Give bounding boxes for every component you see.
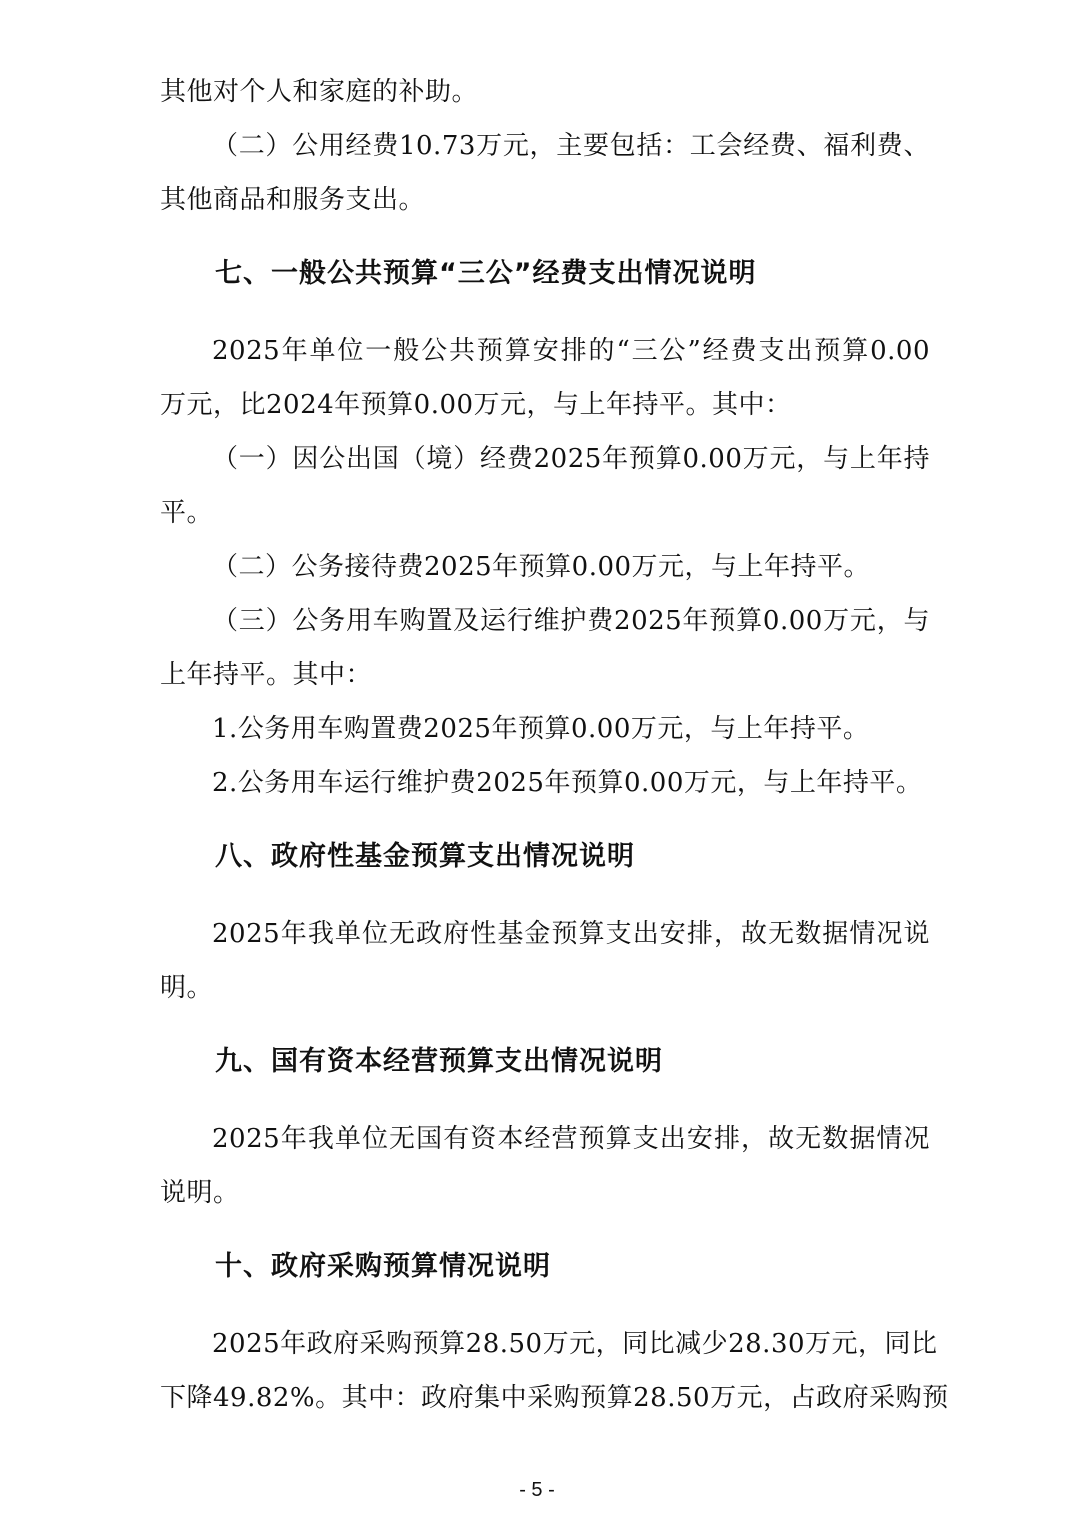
paragraph-line: 其他对个人和家庭的补助。 [160, 77, 479, 107]
paragraph-line: 明。 [160, 973, 214, 1003]
paragraph-line: （二）公务接待费2025年预算0.00万元，与上年持平。 [212, 552, 871, 582]
paragraph-line: （三）公务用车购置及运行维护费2025年预算0.00万元，与 [212, 606, 930, 636]
page-number: - 5 - [519, 1479, 555, 1501]
paragraph-line: 1.公务用车购置费2025年预算0.00万元，与上年持平。 [212, 714, 870, 744]
paragraph-line: 说明。 [160, 1178, 240, 1208]
paragraph-line: 下降49.82%。其中：政府集中采购预算28.50万元，占政府采购预 [160, 1383, 949, 1413]
paragraph-line: 2.公务用车运行维护费2025年预算0.00万元，与上年持平。 [212, 768, 923, 798]
paragraph-line: 上年持平。其中： [160, 660, 373, 690]
paragraph-line: 万元，比2024年预算0.00万元，与上年持平。其中： [160, 390, 792, 420]
paragraph-line: 其他商品和服务支出。 [160, 185, 426, 215]
paragraph-line: 2025年单位一般公共预算安排的“三公”经费支出预算0.00 [212, 336, 930, 366]
section-heading-8: 八、政府性基金预算支出情况说明 [215, 841, 635, 872]
section-heading-9: 九、国有资本经营预算支出情况说明 [215, 1046, 663, 1077]
paragraph-line: 2025年政府采购预算28.50万元，同比减少28.30万元，同比 [212, 1329, 938, 1359]
paragraph-line: （一）因公出国（境）经费2025年预算0.00万元，与上年持 [212, 444, 930, 474]
section-heading-10: 十、政府采购预算情况说明 [215, 1251, 551, 1282]
paragraph-line: 平。 [160, 498, 214, 528]
section-heading-7: 七、一般公共预算“三公”经费支出情况说明 [215, 258, 757, 289]
paragraph-line: 2025年我单位无政府性基金预算支出安排，故无数据情况说 [212, 919, 930, 949]
paragraph-line: （二）公用经费10.73万元，主要包括：工会经费、福利费、 [212, 131, 930, 161]
paragraph-line: 2025年我单位无国有资本经营预算支出安排，故无数据情况 [212, 1124, 930, 1154]
